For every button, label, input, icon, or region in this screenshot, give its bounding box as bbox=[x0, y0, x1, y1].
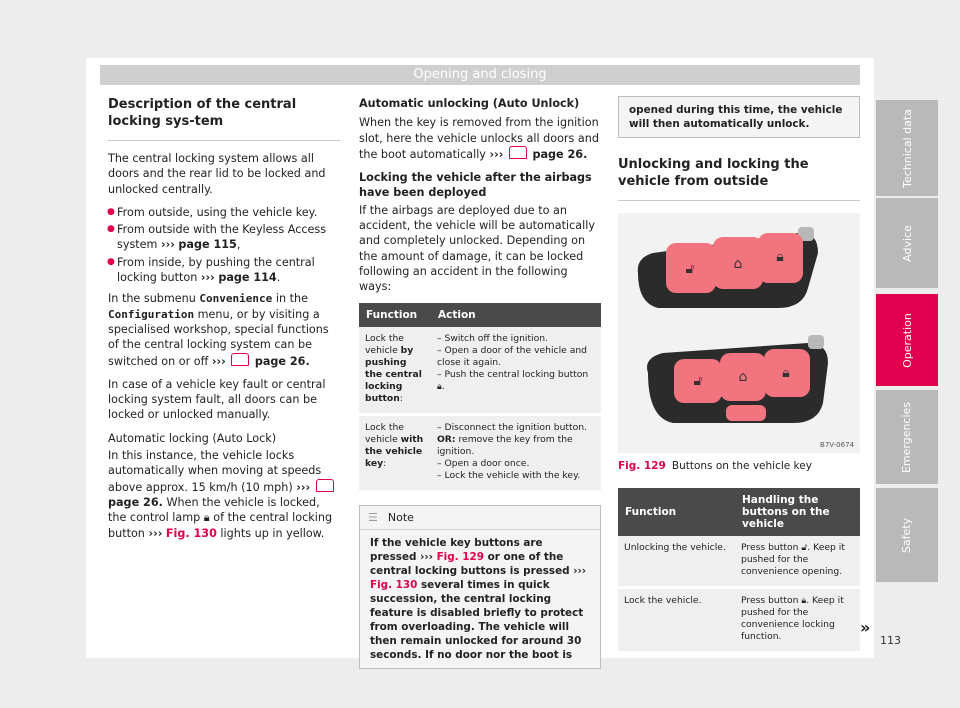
bullet-key: ● From outside, using the vehicle key. bbox=[108, 205, 340, 220]
unlock-icon: 🔓︎ bbox=[685, 261, 695, 277]
unlock-button-icon: 🔓︎ bbox=[801, 542, 808, 554]
link-page-26[interactable]: page 26. bbox=[254, 354, 310, 368]
airbag-table bbox=[359, 303, 601, 493]
fault-text: In case of a vehicle key fault or central locking system fault, all doors can be locked or unlocked manually. bbox=[108, 377, 326, 422]
svg-text:🔒︎: 🔒︎ bbox=[782, 365, 790, 381]
column-1 bbox=[108, 96, 340, 549]
link-page-115[interactable]: page 115 bbox=[178, 238, 237, 252]
auto-unlock-heading: Automatic unlocking (Auto Unlock) bbox=[359, 97, 580, 110]
continue-arrow: » bbox=[860, 618, 871, 637]
tab-operation[interactable]: Operation bbox=[876, 294, 938, 386]
key-bottom bbox=[647, 335, 828, 423]
tab-technical-data[interactable]: Technical data bbox=[876, 100, 938, 196]
car-icon bbox=[509, 146, 527, 159]
column-3 bbox=[618, 96, 860, 654]
auto-lock-heading: Automatic locking (Auto Lock) bbox=[108, 431, 277, 445]
table-row: Lock the vehicle. Press button 🔒︎. Keep it pushed for the convenience locking function. bbox=[618, 588, 860, 653]
vehicle-key-illustration bbox=[618, 213, 860, 453]
figure-caption: Fig. 129 Buttons on the vehicle key bbox=[618, 460, 812, 472]
key-buttons-table bbox=[618, 488, 860, 654]
bullet-keyless: ● From outside with the Keyless Access system ››› page 115, bbox=[108, 222, 340, 253]
note-box: ☰ Note If the vehicle key buttons are pressed ››› Fig. 129 or one of the central locking buttons is pressed ››› Fig. 130 several times in quick succession, the central locking feature is disabled briefly to protect from overloading. The vehicle will then remain unlocked for around 30 seconds. If no door nor the boot is bbox=[359, 505, 601, 669]
link-fig-129[interactable]: Fig. 129 bbox=[436, 550, 484, 563]
link-fig-130[interactable]: Fig. 130 bbox=[370, 578, 418, 591]
link-page-26[interactable]: page 26. bbox=[532, 147, 588, 161]
table-header-action: Action bbox=[431, 303, 601, 327]
boot-icon: ⌂ bbox=[733, 256, 743, 272]
link-fig-130[interactable]: Fig. 130 bbox=[165, 526, 217, 540]
submenu-convenience: Convenience bbox=[199, 292, 273, 306]
table-row: Lock the vehicle by pushing the central locking button: – Switch off the ignition. – Open a door of the vehicle and close it again. – Push the central locking button 🔒︎. bbox=[359, 327, 601, 415]
tab-advice[interactable]: Advice bbox=[876, 198, 938, 288]
page-header: Opening and closing bbox=[100, 65, 860, 85]
lock-button-icon: 🔒︎ bbox=[801, 595, 807, 607]
table-header-function: Function bbox=[359, 303, 431, 327]
lock-button-icon: 🔒︎ bbox=[437, 380, 442, 392]
auto-lock-text: In this instance, the vehicle locks automatically when moving at speeds above approx. 15 km/h (10 mph) ››› page 26. When the vehicle is locked, the control lamp 🔒︎ of the central locking button ››› Fig. 130 lights up in yellow. bbox=[108, 449, 333, 540]
section-title-unlocking: Unlocking and locking the vehicle from outside bbox=[618, 156, 860, 201]
svg-text:⌂: ⌂ bbox=[738, 369, 748, 385]
note-label: Note bbox=[387, 510, 414, 524]
link-page-114[interactable]: page 114 bbox=[218, 271, 277, 285]
menu-configuration: Configuration bbox=[108, 307, 195, 321]
car-icon bbox=[316, 479, 334, 492]
figure-code: B7V-0674 bbox=[820, 441, 854, 449]
note-continued: opened during this time, the vehicle will then automatically unlock. bbox=[618, 96, 860, 138]
section-title-central-locking: Description of the central locking sys-tem bbox=[108, 96, 340, 141]
table-row: Unlocking the vehicle. Press button 🔓︎. Keep it pushed for the convenience opening. bbox=[618, 536, 860, 588]
lock-lamp-icon: 🔒︎ bbox=[203, 511, 210, 525]
car-icon bbox=[231, 353, 249, 366]
svg-text:🔓︎: 🔓︎ bbox=[693, 373, 703, 389]
bullet-inside: ● From inside, by pushing the central locking button ››› page 114. bbox=[108, 255, 340, 286]
key-top bbox=[638, 227, 818, 308]
airbag-heading: Locking the vehicle after the airbags have been deployed bbox=[359, 171, 592, 200]
submenu-text: In the submenu Convenience in the Configuration menu, or by visiting a specialised workshop, special functions of the central locking system can be switched on or off ››› page 26. bbox=[108, 292, 329, 368]
table-header-handling: Handling the buttons on the vehicle bbox=[735, 488, 860, 536]
intro-text: The central locking system allows all doors and the rear lid to be locked and unlocked centrally. bbox=[108, 152, 326, 196]
table-header-function: Function bbox=[618, 488, 735, 536]
column-2 bbox=[359, 96, 601, 669]
auto-unlock-text: When the key is removed from the ignition slot, here the vehicle unlocks all doors and the boot automatically ››› page 26. bbox=[359, 116, 599, 161]
page-number: 113 bbox=[880, 634, 901, 647]
tab-safety[interactable]: Safety bbox=[876, 488, 938, 582]
tab-emergencies[interactable]: Emergencies bbox=[876, 390, 938, 484]
lock-icon: 🔒︎ bbox=[776, 249, 784, 265]
figure-vehicle-key bbox=[618, 213, 860, 453]
link-page-26[interactable]: page 26. bbox=[108, 495, 163, 509]
note-icon: ☰ bbox=[368, 510, 378, 524]
airbag-text: If the airbags are deployed due to an accident, the vehicle will be automatically and completely unlocked. Depending on the amount of damage, it can be locked following an accident in the following ways: bbox=[359, 203, 595, 294]
table-row: Lock the vehicle with the vehicle key: – Disconnect the ignition button. OR: remove the key from the ignition. – Open a door once. – Lock the vehicle with the key. bbox=[359, 414, 601, 491]
